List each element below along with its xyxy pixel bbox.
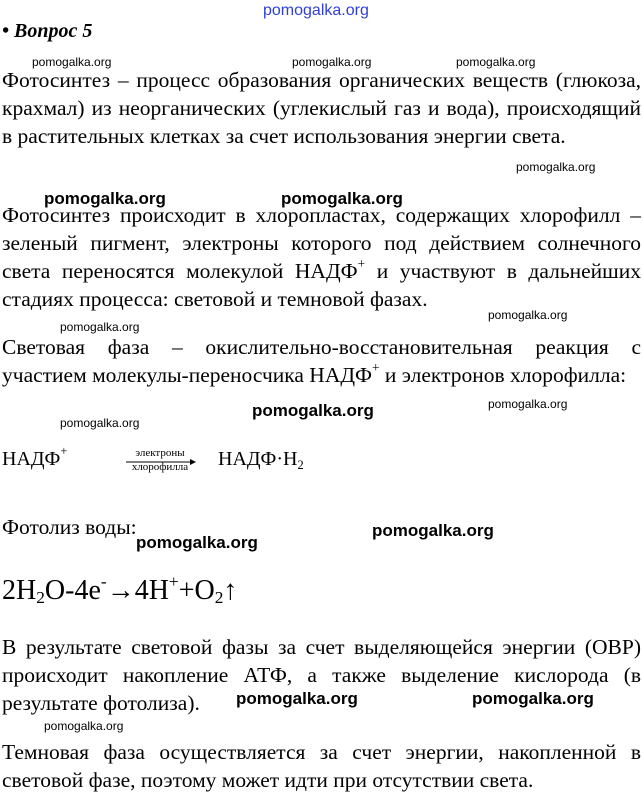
watermark: pomogalka.org — [488, 397, 568, 411]
question-heading: • Вопрос 5 — [2, 20, 93, 42]
watermark: pomogalka.org — [44, 719, 124, 733]
paragraph-light-phase — [2, 333, 641, 389]
arrow-label-top: электроны — [135, 447, 185, 459]
superscript: + — [168, 571, 179, 591]
paragraph-text: Световая фаза – окислительно-восстановительная реакция с участием молекулы-переносчика НАДФ — [2, 335, 641, 387]
paragraph-dark-phase: Темновая фаза осуществляется за счет энергии, накопленной в световой фазе, поэтому может идти при отсутствии света. — [2, 740, 641, 792]
formula-nadp-reduction-right — [218, 448, 304, 471]
watermark: pomogalka.org — [292, 55, 372, 69]
watermark: pomogalka.org — [60, 320, 140, 334]
watermark: pomogalka.org — [456, 55, 536, 69]
watermark: pomogalka.org — [372, 521, 494, 540]
formula-text: НАДФ·Н — [218, 448, 298, 470]
paragraph-water-photolysis-label: Фотолиз воды: — [2, 515, 137, 539]
subscript: 2 — [214, 588, 224, 607]
paragraph-text: и электронов хлорофилла: — [379, 363, 627, 387]
watermark: pomogalka.org — [60, 416, 140, 430]
watermark: pomogalka.org — [472, 689, 594, 708]
superscript: + — [60, 444, 68, 459]
site-watermark-header: pomogalka.org — [263, 2, 369, 19]
subscript: 2 — [36, 588, 45, 607]
watermark: pomogalka.org — [136, 533, 258, 552]
superscript: + — [372, 359, 380, 375]
formula-text: 2H — [2, 575, 37, 606]
up-arrow-icon: ↑ — [223, 575, 238, 606]
formula-text: 4H — [134, 575, 169, 606]
subscript: 2 — [297, 458, 304, 472]
formula-water-photolysis — [2, 571, 238, 607]
arrow-label-bottom: хлорофилла — [131, 461, 189, 473]
watermark: pomogalka.org — [281, 189, 403, 208]
paragraph-text: и участвуют в дальнейших стадиях процесса: световой и темновой фазах. — [2, 259, 641, 311]
superscript: - — [100, 571, 107, 591]
watermark: pomogalka.org — [252, 401, 374, 420]
superscript: + — [357, 255, 366, 271]
right-arrow-icon: → — [106, 575, 135, 606]
formula-text: +O — [178, 575, 215, 606]
formula-text: O-4e — [44, 575, 101, 606]
watermark: pomogalka.org — [488, 308, 568, 322]
paragraph-chloroplasts — [2, 201, 641, 313]
watermark: pomogalka.org — [516, 160, 596, 174]
paragraph-photosynthesis-definition: Фотосинтез – процесс образования органических веществ (глюкоза, крахмал) из неорганических (углекислый газ и вода), происходящий в растительных клетках за счет использования энергии света. — [2, 68, 641, 148]
paragraph-light-phase-result: В результате световой фазы за счет выделяющейся энергии (ОВР) происходит накопление АТФ, а также выделение кислорода (в результате фотолиза). — [2, 635, 641, 715]
watermark: pomogalka.org — [44, 189, 166, 208]
formula-nadp-reduction-left — [2, 444, 68, 471]
formula-text: НАДФ — [2, 448, 61, 470]
reaction-arrow — [122, 445, 198, 479]
paragraph-text: Фотосинтез происходит в хлоропластах, содержащих хлорофилл – зеленый пигмент, электроны которого под действием солнечного света переносятся молекулой НАДФ — [2, 203, 641, 283]
watermark: pomogalka.org — [32, 55, 112, 69]
watermark: pomogalka.org — [236, 689, 358, 708]
